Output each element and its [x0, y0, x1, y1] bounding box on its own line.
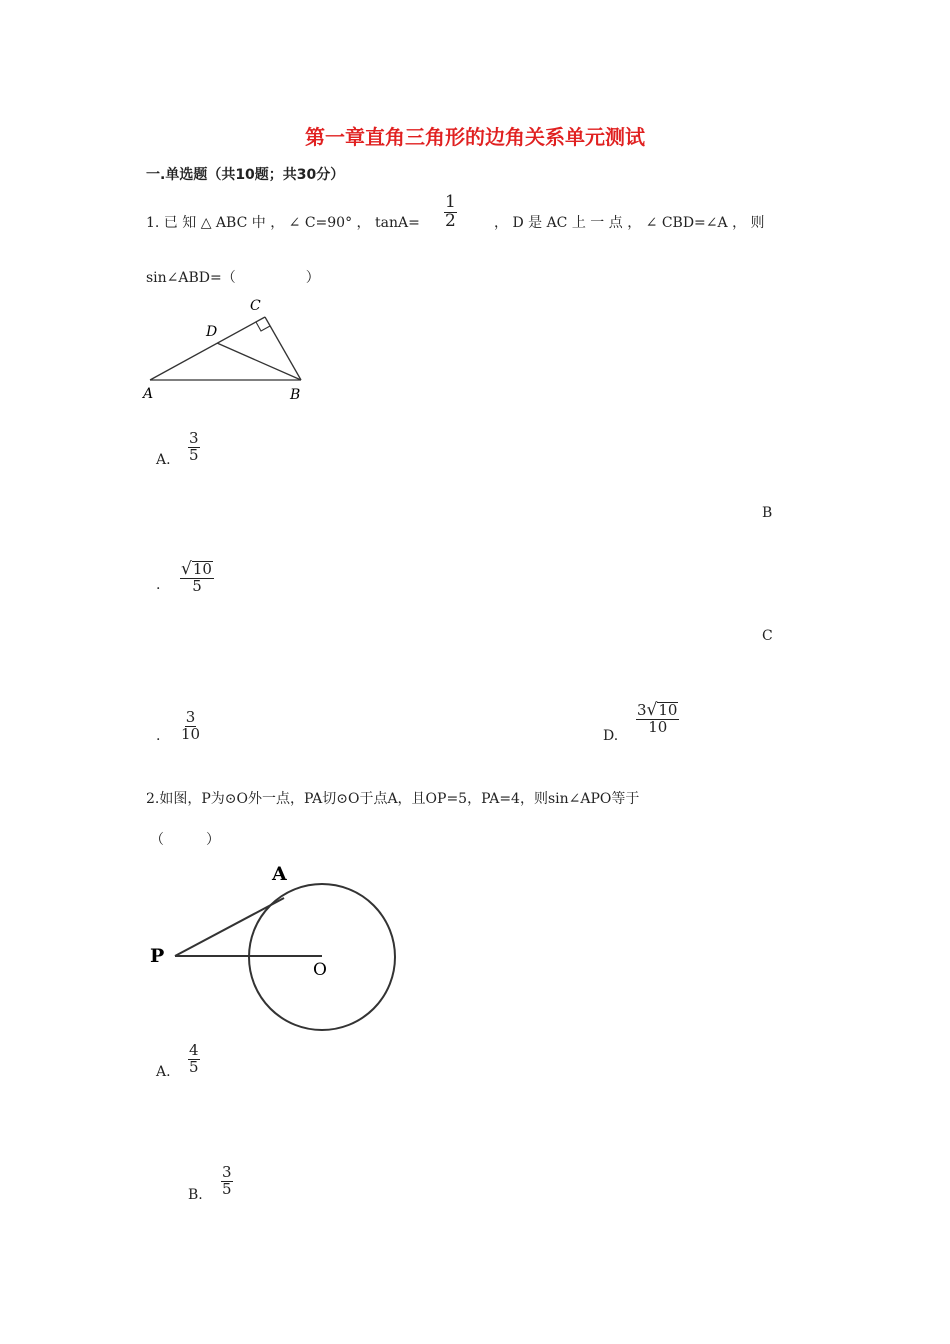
q2-option-b-den: 5: [222, 1179, 232, 1198]
section-heading: 一.单选题（共10题；共30分）: [146, 167, 345, 183]
q1-option-b-den: 5: [192, 577, 202, 595]
q1-stem-part2: ， D 是 AC 上 一 点 ， ∠ CBD=∠A ， 则: [494, 215, 765, 231]
q1-triangle-figure: [138, 292, 318, 407]
q1-option-d-value[interactable]: 3 √ 10 10: [637, 700, 678, 736]
q1-option-d-den: 10: [648, 718, 668, 736]
q2-option-a-den: 5: [189, 1057, 199, 1076]
q1-option-b-letter[interactable]: B: [762, 505, 773, 521]
q1-stem-line2: sin∠ABD=（ ）: [146, 270, 320, 286]
q1-tan-denominator: 2: [445, 210, 456, 231]
q1-option-c-value[interactable]: [180, 710, 201, 743]
q1-option-c-dot: .: [156, 728, 161, 744]
q2-circle-figure: [140, 855, 410, 1035]
q2-option-a-letter[interactable]: A.: [156, 1064, 171, 1080]
q1-option-b-dot: .: [156, 577, 161, 593]
q2-stem-line2: （ ）: [150, 832, 220, 848]
q1-option-b-value[interactable]: √ 10 5: [181, 559, 212, 595]
q2-option-b-value[interactable]: [221, 1165, 233, 1198]
q1-option-b-radicand: 10: [192, 560, 212, 578]
label-a: A: [272, 863, 287, 885]
q2-option-b-num: 3: [222, 1163, 232, 1181]
q1-option-c-den: 10: [181, 724, 201, 743]
q1-option-c-letter[interactable]: C: [762, 628, 773, 644]
segment-db: [217, 343, 301, 380]
q2-option-b-letter[interactable]: B.: [188, 1187, 203, 1203]
q1-option-a-letter[interactable]: A.: [156, 452, 171, 468]
segment-cb: [265, 317, 301, 380]
q1-tan-fraction: [444, 194, 457, 231]
q2-option-a-num: 4: [189, 1041, 199, 1059]
q1-option-a-value[interactable]: [188, 431, 200, 464]
label-b: B: [290, 387, 301, 403]
q1-option-d-radicand: 10: [658, 701, 678, 719]
label-c: C: [250, 298, 261, 314]
q1-option-d-coef: 3: [637, 701, 647, 719]
q1-stem-part1: 1. 已 知 △ ABC 中 ， ∠ C=90° ， tanA=: [146, 215, 420, 231]
q2-stem-line1: 2.如图，P为⊙O外一点，PA切⊙O于点A，且OP=5，PA=4，则sin∠APO等于: [146, 791, 640, 807]
segment-pa: [175, 898, 284, 956]
q1-option-c-num: 3: [185, 708, 196, 726]
q1-tan-numerator: 1: [445, 192, 456, 212]
label-p: P: [150, 945, 165, 967]
label-o: O: [313, 960, 327, 980]
q2-option-a-value[interactable]: [188, 1043, 200, 1076]
document-title: 第一章直角三角形的边角关系单元测试: [305, 125, 645, 149]
label-a: A: [143, 386, 154, 402]
q1-option-a-den: 5: [189, 445, 199, 464]
label-d: D: [206, 324, 218, 340]
q1-option-a-num: 3: [189, 429, 199, 447]
q1-option-d-letter[interactable]: D.: [603, 728, 619, 744]
